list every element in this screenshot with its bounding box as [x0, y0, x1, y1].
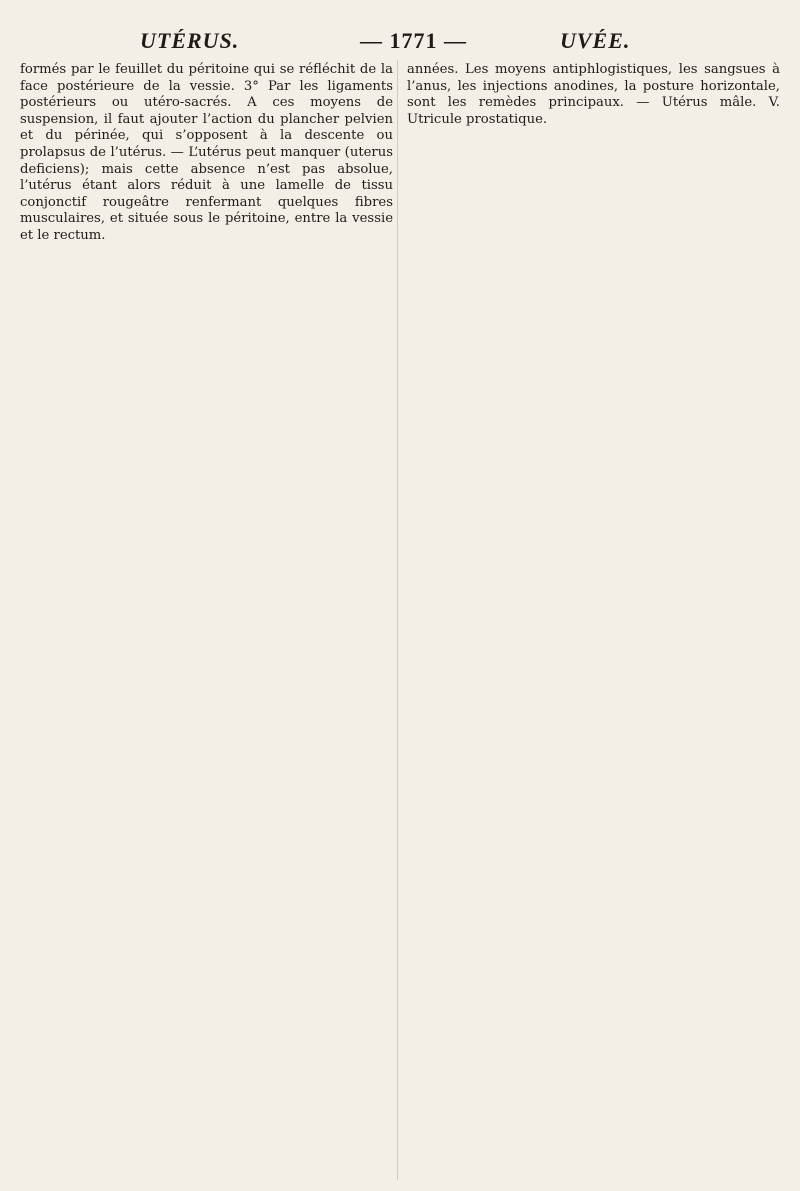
right-paragraph-1: années. Les moyens antiphlogistiques, les sangsues à l’anus, les injections anodines, la posture horizontale, sont les remèdes principaux. — Utérus mâle. V. Utricule prostatique. [407, 62, 780, 127]
header-left-word: UTÉRUS. [140, 28, 240, 53]
left-paragraph-1: formés par le feuillet du péritoine qui se réfléchit de la face postérieure de la vessie. 3° Par les ligaments postérieurs ou utéro-sacrés. A ces moyens de suspension, il faut ajouter l’action du plancher pelvien et du périnée, qui s’opposent à la descente ou prolapsus de l’utérus. — L’utérus peut manquer (uterus deficiens); mais cette absence n’est pas absolue, l’utérus étant alors réduit à une lamelle de tissu conjonctif rougeâtre renfermant quelques fibres musculaires, et située sous le péritoine, entre la vessie et le rectum. [20, 62, 393, 243]
right-column [407, 62, 780, 128]
left-column [20, 62, 393, 245]
page-number: — 1771 — [360, 28, 467, 53]
page-header [0, 28, 800, 58]
column-divider [397, 60, 398, 1180]
header-right-word: UVÉE. [560, 28, 631, 53]
